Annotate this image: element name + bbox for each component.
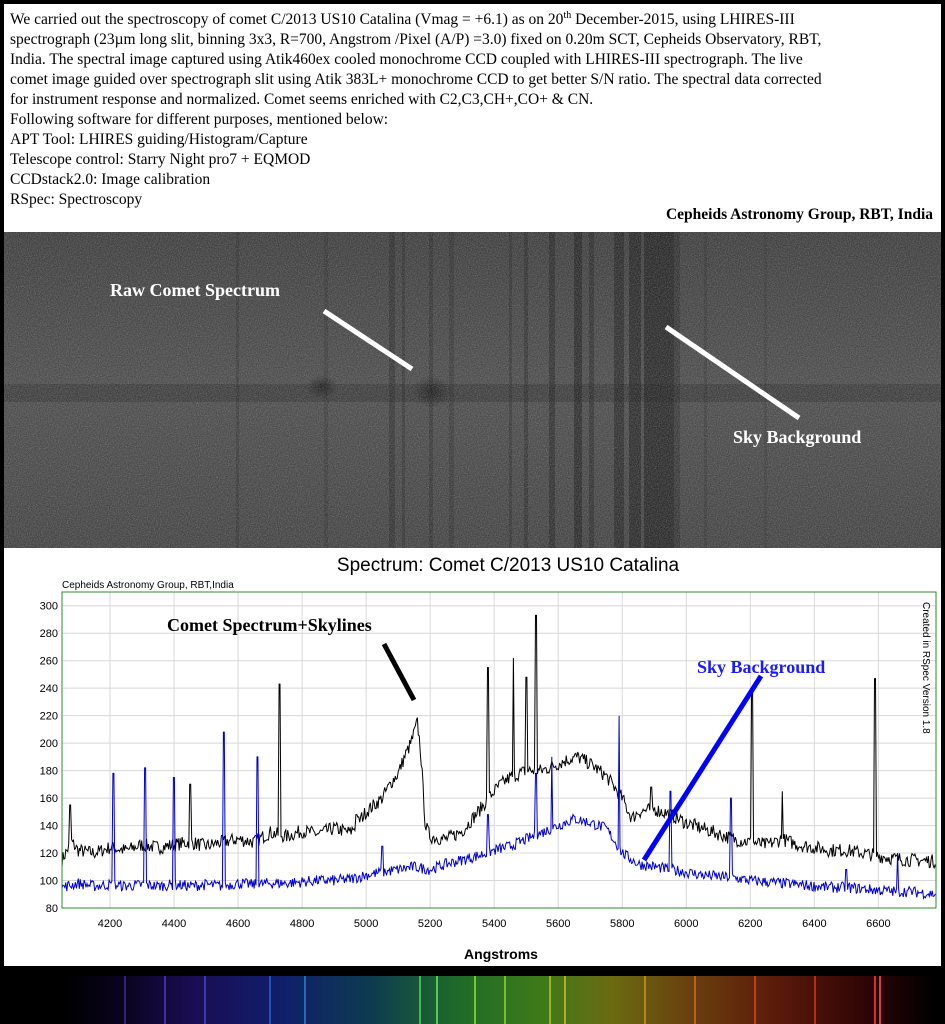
intro-line-3: India. The spectral image captured using Atik460ex cooled monochrome CCD coupled with LHIRES-III spectrograph. The live [10,51,803,69]
software-item-apt: APT Tool: LHIRES guiding/Histogram/Capture [10,131,308,149]
color-spectrum-svg [4,966,941,1024]
y-tick-label: 220 [39,710,58,723]
intro-paragraph [10,6,935,210]
raw-sky-label: Sky Background [733,427,862,447]
raw-comet-label: Raw Comet Spectrum [110,280,280,300]
chart-title: Spectrum: Comet C/2013 US10 Catalina [336,555,680,576]
strip-emission-line [269,976,271,1024]
series-line-comet [62,615,936,868]
intro-line-2: spectrograph (23µm long slit, binning 3x3, R=700, Angstrom /Pixel (A/P) =3.0) fixed on 0.20m SCT, Cepheids Observatory, RBT, [10,31,822,49]
raw-spectrum-image [4,232,941,548]
intro-line-4: comet image guided over spectrograph slit using Atik 383L+ monochrome CCD to get better S/N ratio. The spectral data corrected [10,71,822,89]
spectrum-chart-svg [4,548,941,966]
comet-annotation-pointer [384,644,414,700]
x-tick-label: 5000 [353,918,379,930]
strip-emission-line [879,976,881,1024]
software-item-ccdstack: CCDstack2.0: Image calibration [10,171,211,189]
y-tick-label: 300 [39,600,58,613]
strip-emission-line [504,976,506,1024]
strip-emission-line [644,976,646,1024]
color-spectrum-strip [4,966,941,1024]
x-tick-label: 6600 [866,918,891,930]
strip-emission-line [204,976,206,1024]
software-item-rspec: RSpec: Spectroscopy [10,191,143,209]
strip-emission-line [436,976,438,1024]
intro-line-1 [10,6,935,30]
x-tick-label: 4600 [225,918,251,930]
intro-line-1b: December-2015, using LHIRES-III [571,11,795,29]
x-tick-label: 4200 [97,918,123,930]
strip-emission-line [754,976,756,1024]
intro-line-1-sup: th [563,10,572,21]
intro-line-1a: We carried out the spectroscopy of comet C/2013 US10 Catalina (Vmag = +6.1) as on 20 [10,11,564,29]
rspec-note: Created in RSpec Version 1.8 [920,602,931,734]
y-tick-label: 240 [39,683,58,696]
comet-annotation: Comet Spectrum+Skylines [167,615,372,635]
strip-emission-line [874,976,876,1024]
strip-emission-line [694,976,696,1024]
strip-emission-line [304,976,306,1024]
y-tick-label: 80 [45,903,58,915]
x-tick-label: 4800 [289,918,315,930]
x-tick-label: 5200 [417,918,443,930]
y-tick-label: 280 [39,628,58,641]
sky-annotation: Sky Background [697,657,826,677]
strip-emission-line [124,976,126,1024]
x-tick-label: 6200 [738,918,763,930]
x-tick-label: 4400 [161,918,187,930]
x-tick-label: 5600 [545,918,571,930]
y-tick-label: 200 [39,738,58,751]
chart-grid [62,592,936,908]
strip-emission-line [564,976,566,1024]
sky-annotation-pointer [644,676,761,860]
x-tick-label: 5800 [610,918,635,930]
chart-subtitle: Cepheids Astronomy Group, RBT,India [62,580,234,591]
raw-spectrum-svg [4,232,941,548]
spectrum-chart [4,548,941,966]
y-tick-label: 120 [39,848,58,861]
software-heading: Following software for different purposes, mentioned below: [10,111,389,129]
strip-emission-line [474,976,476,1024]
x-axis-label: Angstroms [464,946,538,962]
strip-emission-line [549,976,551,1024]
description-panel [4,4,941,232]
software-item-telescope: Telescope control: Starry Night pro7 + EQMOD [10,151,311,169]
y-tick-label: 260 [39,655,58,668]
x-tick-label: 6000 [674,918,699,930]
x-tick-label: 6400 [802,918,827,930]
strip-emission-line [814,976,816,1024]
strip-emission-line [164,976,166,1024]
spectrum-gradient [64,976,934,1024]
strip-emission-line [419,976,421,1024]
y-tick-label: 160 [39,793,58,806]
plot-border [62,592,936,908]
y-tick-label: 100 [39,875,58,888]
y-tick-label: 180 [39,765,58,778]
x-tick-label: 5400 [481,918,507,930]
group-credit: Cepheids Astronomy Group, RBT, India [665,206,933,223]
y-tick-label: 140 [39,820,58,833]
intro-line-5: for instrument response and normalized. Comet seems enriched with C2,C3,CH+,CO+ & CN. [10,91,594,109]
